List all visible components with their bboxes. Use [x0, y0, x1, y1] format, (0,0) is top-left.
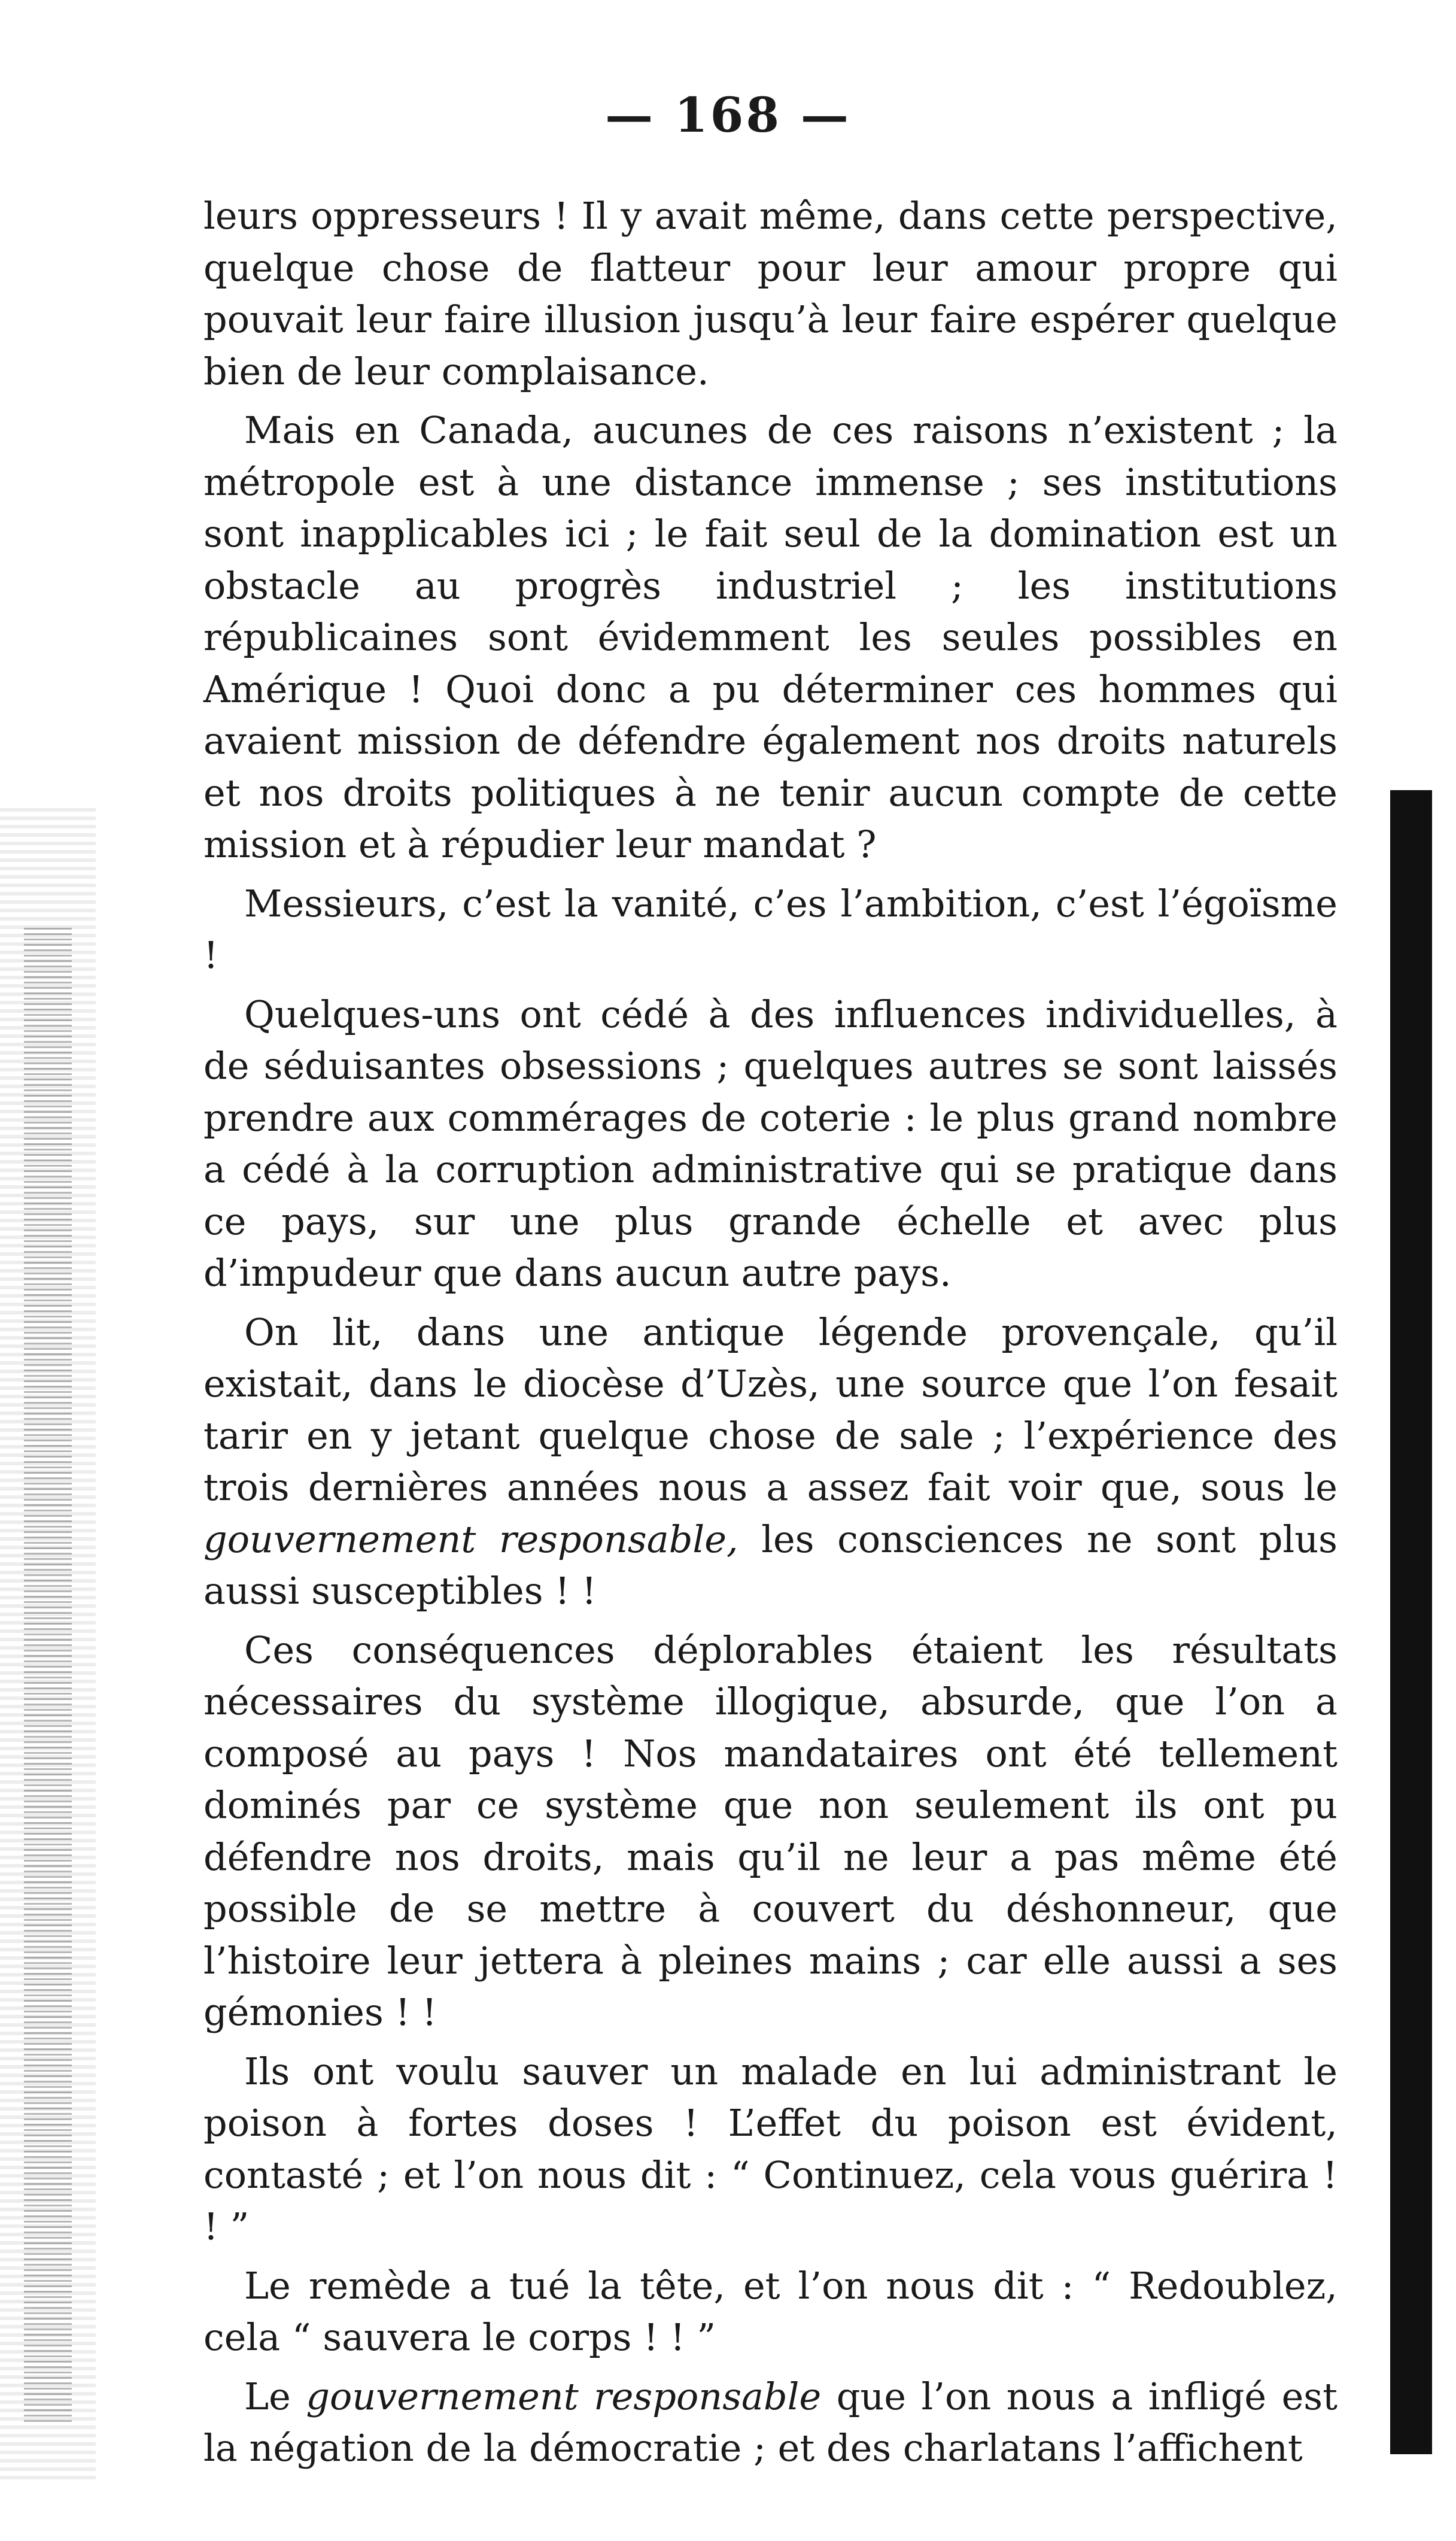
page-body: [203, 190, 1338, 2482]
paragraph-5-emphasis: gouvernement responsable,: [203, 1517, 738, 1561]
paragraph-5: [203, 1307, 1338, 1617]
paragraph-5-text-before: On lit, dans une antique légende provençale, qu’il existait, dans le diocèse d’Uzès, une source que l’on fesait tarir en y jetant quelque chose de sale ; l’expérience des trois dernières années nous a assez fait voir que, sous le: [203, 1310, 1338, 1509]
paragraph-3: Messieurs, c’est la vanité, c’es l’ambition, c’est l’égoïsme !: [203, 881, 1338, 977]
paragraph-7: Ils ont voulu sauver un malade en lui administrant le poison à fortes doses ! L’effet du poison est évident, contasté ; et l’on nous dit : “ Continuez, cela vous guérira ! ! ”: [203, 2049, 1338, 2248]
paragraph-4: Quelques-uns ont cédé à des influences individuelles, à de séduisantes obsessions ; quelques autres se sont laissés prendre aux commérages de coterie : le plus grand nombre a cédé à la corruption administrative qui se pratique dans ce pays, sur une plus grande échelle et avec plus d’impudeur que dans aucun autre pays.: [203, 992, 1338, 1295]
paragraph-2: Mais en Canada, aucunes de ces raisons n’existent ; la métropole est à une distance immense ; ses institutions sont inapplicables ici ; le fait seul de la domination est un obstacle au progrès industriel ; les institutions républicaines sont évidemment les seules possibles en Amérique ! Quoi donc a pu déterminer ces hommes qui avaient mission de défendre également nos droits naturels et nos droits politiques à ne tenir aucun compte de cette mission et à répudier leur mandat ?: [203, 408, 1338, 866]
paragraph-9-text-after: que l’on nous a infligé est la négation de la démocratie ; et des charlatans l’affichent: [203, 2374, 1338, 2470]
scan-margin-right: [1390, 790, 1432, 2454]
scan-margin-left: [0, 808, 96, 2484]
paragraph-1: leurs oppresseurs ! Il y avait même, dans cette perspective, quelque chose de flatteur pour leur amour propre qui pouvait leur faire illusion jusqu’à leur faire espérer quelque bien de leur complaisance.: [203, 194, 1338, 393]
page-number: — 168 —: [605, 87, 851, 143]
paragraph-5-text-after: les consciences ne sont plus aussi susceptibles ! !: [203, 1517, 1338, 1613]
paragraph-6: Ces conséquences déplorables étaient les résultats nécessaires du système illogique, absurde, que l’on a composé au pays ! Nos mandataires ont été tellement dominés par ce système que non seulement ils ont pu défendre nos droits, mais qu’il ne leur a pas même été possible de se mettre à couvert du déshonneur, que l’histoire leur jettera à pleines mains ; car elle aussi a ses gémonies ! !: [203, 1628, 1338, 2034]
paragraph-9-emphasis: gouvernement responsable: [306, 2374, 822, 2418]
paragraph-9: [203, 2371, 1338, 2475]
paragraph-8: Le remède a tué la tête, et l’on nous dit : “ Redoublez, cela “ sauvera le corps ! ! ”: [203, 2263, 1338, 2359]
paragraph-9-text-before: Le: [244, 2374, 306, 2418]
